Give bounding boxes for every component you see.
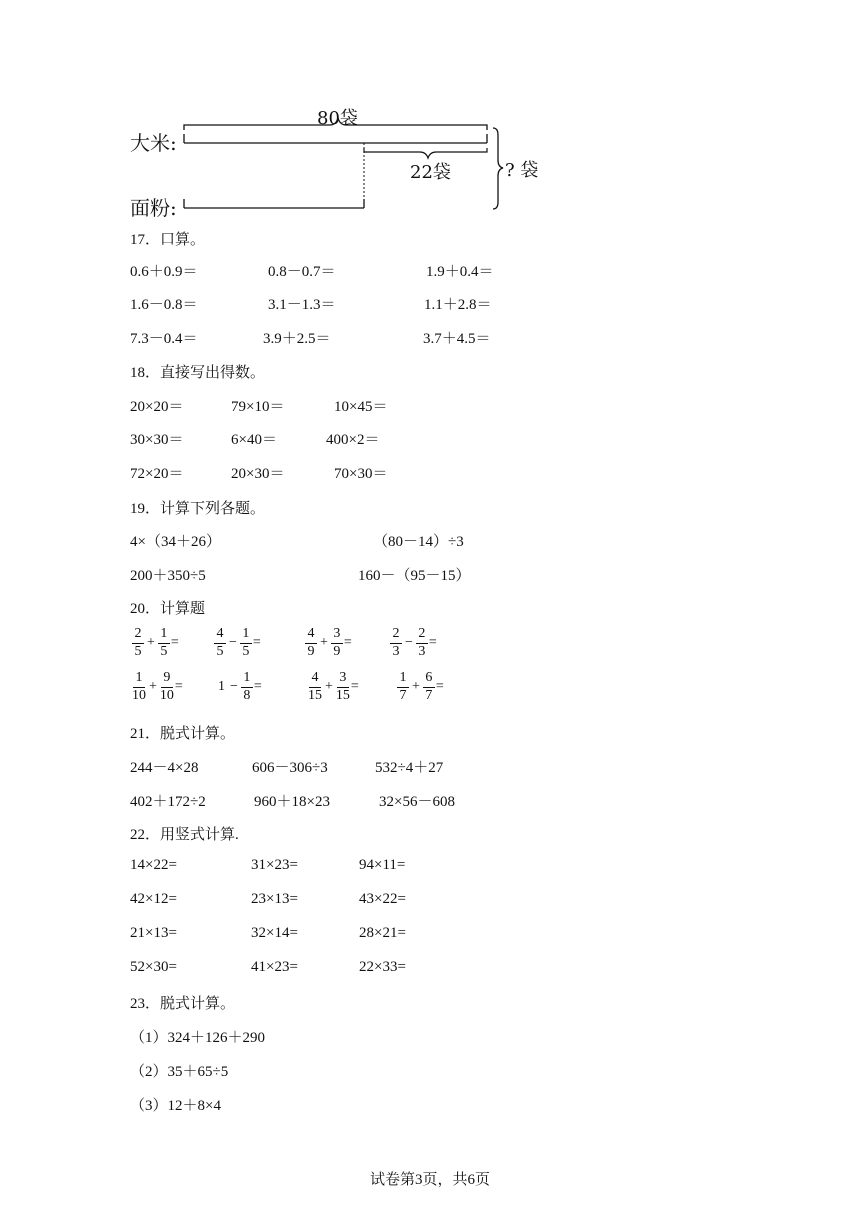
- fraction-expression: [307, 671, 359, 703]
- q18-item: 70×30＝: [334, 466, 388, 482]
- whole-number: 1: [218, 679, 225, 695]
- q22-item: 23×13=: [251, 891, 298, 907]
- q18-item: 79×10＝: [231, 399, 285, 415]
- q22-item: 43×22=: [359, 891, 406, 907]
- question-label: ? 袋: [505, 160, 539, 181]
- q22-item: 41×23=: [251, 959, 298, 975]
- q17-item: 3.7＋4.5＝: [423, 331, 491, 347]
- fraction-expression: [304, 627, 352, 659]
- q22-item: 14×22=: [130, 857, 177, 873]
- operator: −: [405, 635, 413, 651]
- q22-title: 22．用竖式计算.: [130, 827, 239, 843]
- equals-sign: =: [343, 635, 352, 651]
- q18-item: 72×20＝: [130, 466, 184, 482]
- equals-sign: =: [428, 635, 437, 651]
- q20-title: 20．计算题: [130, 601, 206, 617]
- q19-item: 160－（95－15）: [358, 568, 471, 584]
- q17-item: 7.3－0.4＝: [130, 331, 198, 347]
- q17-item: 1.6－0.8＝: [130, 297, 198, 313]
- fraction: $\frac{9}{10}$: [159, 670, 174, 703]
- q17-item: 0.8－0.7＝: [268, 264, 336, 280]
- q21-item: 32×56－608: [379, 794, 455, 810]
- q19-item: 4×（34＋26）: [130, 534, 221, 550]
- fraction: $\frac{6}{7}$: [423, 671, 435, 703]
- equals-sign: =: [170, 635, 179, 651]
- operator: +: [149, 679, 157, 695]
- fraction: $\frac{3}{9}$: [331, 627, 343, 659]
- q18-item: 6×40＝: [231, 432, 277, 448]
- total-label: 80袋: [317, 108, 358, 129]
- q18-item: 20×30＝: [231, 466, 285, 482]
- q17-item: 0.6＋0.9＝: [130, 264, 198, 280]
- diagram-lines: [0, 0, 860, 220]
- fraction-expression: [131, 627, 179, 659]
- operator: +: [412, 679, 420, 695]
- fraction: $\frac{1}{7}$: [397, 671, 409, 703]
- q22-item: 94×11=: [359, 857, 406, 873]
- fraction: $\frac{1}{5}$: [240, 627, 252, 659]
- fraction: $\frac{1}{8}$: [241, 671, 253, 703]
- equals-sign: =: [252, 635, 261, 651]
- q21-item: 960＋18×23: [254, 794, 330, 810]
- q22-item: 31×23=: [251, 857, 298, 873]
- fraction: $\frac{4}{5}$: [214, 627, 226, 659]
- q18-item: 10×45＝: [334, 399, 388, 415]
- q18-item: 30×30＝: [130, 432, 184, 448]
- q19-title: 19．计算下列各题。: [130, 501, 266, 517]
- equals-sign: =: [435, 679, 444, 695]
- fraction-expression: [218, 671, 262, 703]
- fraction: $\frac{3}{15}$: [335, 670, 350, 703]
- fraction: $\frac{2}{5}$: [132, 627, 144, 659]
- q22-item: 22×33=: [359, 959, 406, 975]
- q18-title: 18．直接写出得数。: [130, 365, 266, 381]
- fraction-expression: [131, 671, 183, 703]
- q22-item: 28×21=: [359, 925, 406, 941]
- right-brace: [493, 128, 503, 209]
- q18-item: 400×2＝: [326, 432, 380, 448]
- q17-item: 1.9＋0.4＝: [426, 264, 494, 280]
- q19-item: （80－14）÷3: [373, 534, 464, 550]
- q21-item: 606－306÷3: [252, 760, 328, 776]
- q22-item: 21×13=: [130, 925, 177, 941]
- q23-title: 23．脱式计算。: [130, 996, 236, 1012]
- q17-title: 17．口算。: [130, 232, 206, 248]
- q18-item: 20×20＝: [130, 399, 184, 415]
- operator: −: [230, 679, 238, 695]
- q17-item: 1.1＋2.8＝: [424, 297, 492, 313]
- q19-item: 200＋350÷5: [130, 568, 206, 584]
- q21-item: 244－4×28: [130, 760, 199, 776]
- operator: +: [320, 635, 328, 651]
- q21-item: 402＋172÷2: [130, 794, 206, 810]
- operator: +: [147, 635, 155, 651]
- diff-label: 22袋: [410, 162, 451, 183]
- q23-item: （3）12＋8×4: [130, 1098, 221, 1114]
- equals-sign: =: [350, 679, 359, 695]
- line-segment-diagram: [0, 0, 860, 220]
- q22-item: 42×12=: [130, 891, 177, 907]
- operator: −: [229, 635, 237, 651]
- q23-item: （2）35＋65÷5: [130, 1064, 229, 1080]
- q17-item: 3.1－1.3＝: [268, 297, 336, 313]
- q21-item: 532÷4＋27: [375, 760, 444, 776]
- equals-sign: =: [174, 679, 183, 695]
- diff-brace: [364, 148, 487, 158]
- fraction: $\frac{2}{3}$: [416, 627, 428, 659]
- q22-item: 32×14=: [251, 925, 298, 941]
- q23-item: （1）324＋126＋290: [130, 1030, 266, 1046]
- q21-title: 21．脱式计算。: [130, 726, 236, 742]
- q22-item: 52×30=: [130, 959, 177, 975]
- fraction-expression: [213, 627, 261, 659]
- fraction-expression: [396, 671, 444, 703]
- fraction: $\frac{1}{10}$: [132, 670, 146, 703]
- operator: +: [325, 679, 333, 695]
- flour-label: 面粉:: [130, 196, 177, 220]
- page-footer: 试卷第3页，共6页: [369, 1172, 490, 1188]
- fraction: $\frac{4}{15}$: [308, 670, 322, 703]
- fraction-expression: [389, 627, 437, 659]
- fraction: $\frac{1}{5}$: [158, 627, 170, 659]
- fraction: $\frac{4}{9}$: [305, 627, 317, 659]
- equals-sign: =: [253, 679, 262, 695]
- fraction: $\frac{2}{3}$: [390, 627, 402, 659]
- q17-item: 3.9＋2.5＝: [263, 331, 331, 347]
- rice-label: 大米:: [130, 131, 177, 155]
